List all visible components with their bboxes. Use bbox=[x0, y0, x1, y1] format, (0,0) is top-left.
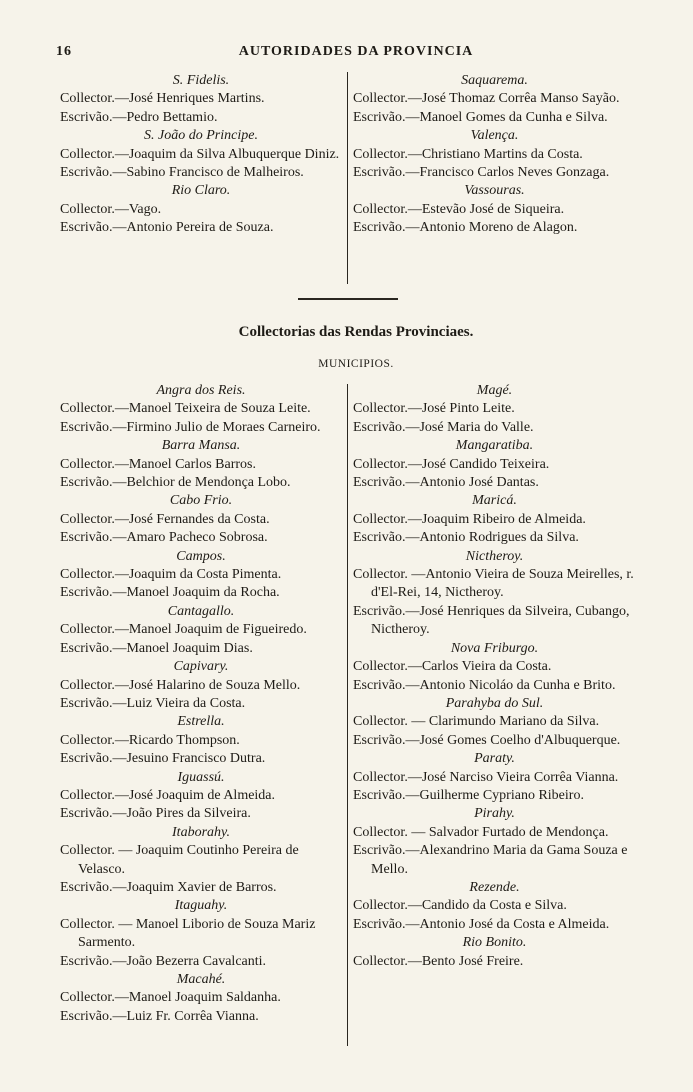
official-entry: Escrivão.—Antonio Pereira de Souza. bbox=[60, 220, 274, 236]
municipality-heading: Campos. bbox=[176, 548, 226, 564]
municipality-heading: Cantagallo. bbox=[167, 603, 235, 619]
municipality-heading: Paraty. bbox=[474, 751, 515, 767]
official-entry: Collector.—Ricardo Thompson. bbox=[60, 732, 240, 748]
page-number: 16 bbox=[56, 44, 72, 59]
municipality-heading: Iguassú. bbox=[177, 769, 225, 785]
municipality-heading: Mangaratiba. bbox=[455, 438, 534, 454]
section-subtitle: MUNICIPIOS. bbox=[318, 358, 394, 370]
running-title: AUTORIDADES DA PROVINCIA bbox=[238, 44, 474, 59]
official-entry: Escrivão.—José Henriques da Silveira, Cubango, Nictheroy. bbox=[353, 603, 630, 638]
official-entry: Collector. — Clarimundo Mariano da Silva. bbox=[353, 714, 600, 730]
official-entry: Collector.—Manoel Joaquim Saldanha. bbox=[60, 990, 281, 1006]
section-rule bbox=[298, 298, 398, 300]
official-entry: Escrivão.—Joaquim Xavier de Barros. bbox=[60, 879, 277, 895]
official-entry: Escrivão.—Antonio Nicoláo da Cunha e Brito. bbox=[353, 677, 616, 693]
official-entry: Escrivão.—Manoel Gomes da Cunha e Silva. bbox=[353, 109, 608, 125]
official-entry: Escrivão.—João Pires da Silveira. bbox=[60, 806, 251, 822]
municipality-heading: Rezende. bbox=[469, 879, 520, 895]
official-entry: Collector.—Christiano Martins da Costa. bbox=[353, 146, 583, 162]
bottom-right-column bbox=[353, 382, 636, 971]
municipality-heading: Estrella. bbox=[177, 714, 225, 730]
section-title: Collectorias das Rendas Provinciaes. bbox=[238, 324, 474, 340]
municipality-heading: S. João do Principe. bbox=[144, 128, 258, 144]
municipality-heading: Nova Friburgo. bbox=[450, 640, 539, 656]
official-entry: Collector.—Joaquim da Costa Pimenta. bbox=[60, 567, 282, 583]
official-entry: Collector. — Manoel Liborio de Souza Mariz Sarmento. bbox=[60, 916, 316, 951]
official-entry: Collector.—Vago. bbox=[60, 201, 162, 217]
municipality-heading: Maricá. bbox=[472, 493, 517, 509]
official-entry: Collector.—José Pinto Leite. bbox=[353, 401, 515, 417]
official-entry: Collector.—José Thomaz Corrêa Manso Sayão. bbox=[353, 91, 620, 107]
municipality-heading: Pirahy. bbox=[474, 806, 515, 822]
official-entry: Collector.—Estevão José de Siqueira. bbox=[353, 201, 565, 217]
official-entry: Collector.—Carlos Vieira da Costa. bbox=[353, 659, 552, 675]
municipality-heading: Vassouras. bbox=[464, 183, 525, 199]
page-header bbox=[56, 44, 656, 64]
municipality-heading: Cabo Frio. bbox=[169, 493, 233, 509]
municipality-heading: Valença. bbox=[470, 128, 519, 144]
municipality-heading: Barra Mansa. bbox=[161, 438, 241, 454]
official-entry: Escrivão.—Amaro Pacheco Sobrosa. bbox=[60, 530, 268, 546]
municipality-heading: Nictheroy. bbox=[465, 548, 524, 564]
official-entry: Escrivão.—Antonio José Dantas. bbox=[353, 475, 539, 491]
official-entry: Collector.—Manoel Joaquim de Figueiredo. bbox=[60, 622, 307, 638]
municipality-heading: Magé. bbox=[476, 383, 513, 398]
official-entry: Collector. — Salvador Furtado de Mendonça. bbox=[353, 824, 609, 840]
official-entry: Escrivão.—Luiz Vieira da Costa. bbox=[60, 695, 246, 711]
official-entry: Escrivão.—Guilherme Cypriano Ribeiro. bbox=[353, 787, 584, 803]
official-entry: Collector. — Joaquim Coutinho Pereira de Velasco. bbox=[60, 843, 299, 877]
municipality-heading: Itaguahy. bbox=[174, 898, 228, 914]
top-left-column bbox=[60, 72, 342, 238]
official-entry: Collector.—Joaquim da Silva Albuquerque Diniz. bbox=[60, 146, 340, 162]
official-entry: Escrivão.—Sabino Francisco de Malheiros. bbox=[60, 165, 304, 181]
official-entry: Collector.—José Fernandes da Costa. bbox=[60, 511, 270, 527]
official-entry: Escrivão.—Antonio Moreno de Alagon. bbox=[353, 220, 578, 236]
municipality-heading: Saquarema. bbox=[461, 73, 528, 88]
municipality-heading: Angra dos Reis. bbox=[156, 383, 246, 398]
official-entry: Collector. —Antonio Vieira de Souza Meirelles, r. d'El-Rei, 14, Nictheroy. bbox=[353, 567, 634, 601]
official-entry: Escrivão.—Firmino Julio de Moraes Carneiro. bbox=[60, 419, 321, 435]
municipality-heading: Parahyba do Sul. bbox=[445, 695, 544, 711]
official-entry: Escrivão.—Pedro Bettamio. bbox=[60, 109, 218, 125]
official-entry: Escrivão.—Manoel Joaquim da Rocha. bbox=[60, 585, 280, 601]
official-entry: Collector.—Joaquim Ribeiro de Almeida. bbox=[353, 511, 586, 527]
municipality-heading: S. Fidelis. bbox=[172, 73, 230, 88]
municipality-heading: Macahé. bbox=[176, 972, 226, 987]
official-entry: Collector.—José Halarino de Souza Mello. bbox=[60, 677, 301, 693]
official-entry: Escrivão.—Antonio Rodrigues da Silva. bbox=[353, 530, 579, 546]
official-entry: Escrivão.—Belchior de Mendonça Lobo. bbox=[60, 475, 291, 491]
official-entry: Escrivão.—Alexandrino Maria da Gama Souza e Mello. bbox=[353, 843, 628, 877]
official-entry: Collector.—Manoel Teixeira de Souza Leite. bbox=[60, 401, 311, 417]
official-entry: Escrivão.—José Gomes Coelho d'Albuquerque. bbox=[353, 732, 621, 748]
official-entry: Collector.—Manoel Carlos Barros. bbox=[60, 456, 256, 472]
bottom-left-column bbox=[60, 382, 342, 1026]
top-right-column bbox=[353, 72, 636, 238]
official-entry: Escrivão.—Jesuino Francisco Dutra. bbox=[60, 751, 266, 767]
official-entry: Collector.—José Joaquim de Almeida. bbox=[60, 787, 276, 803]
column-divider-top bbox=[347, 72, 348, 284]
official-entry: Escrivão.—Antonio José da Costa e Almeida. bbox=[353, 916, 610, 932]
official-entry: Collector.—Candido da Costa e Silva. bbox=[353, 898, 567, 914]
official-entry: Collector.—José Narciso Vieira Corrêa Vianna. bbox=[353, 769, 619, 785]
official-entry: Escrivão.—Manoel Joaquim Dias. bbox=[60, 640, 253, 656]
official-entry: Collector.—José Henriques Martins. bbox=[60, 91, 265, 107]
municipality-heading: Rio Claro. bbox=[171, 183, 231, 199]
column-divider-bottom bbox=[347, 384, 348, 1046]
official-entry: Escrivão.—João Bezerra Cavalcanti. bbox=[60, 953, 267, 969]
official-entry: Collector.—Bento José Freire. bbox=[353, 953, 524, 969]
municipality-heading: Itaborahy. bbox=[172, 824, 230, 840]
official-entry: Escrivão.—Francisco Carlos Neves Gonzaga. bbox=[353, 165, 610, 181]
municipality-heading: Capivary. bbox=[173, 659, 229, 675]
official-entry: Escrivão.—José Maria do Valle. bbox=[353, 419, 534, 435]
official-entry: Escrivão.—Luiz Fr. Corrêa Vianna. bbox=[60, 1008, 259, 1024]
official-entry: Collector.—José Candido Teixeira. bbox=[353, 456, 550, 472]
municipality-heading: Rio Bonito. bbox=[462, 935, 527, 951]
